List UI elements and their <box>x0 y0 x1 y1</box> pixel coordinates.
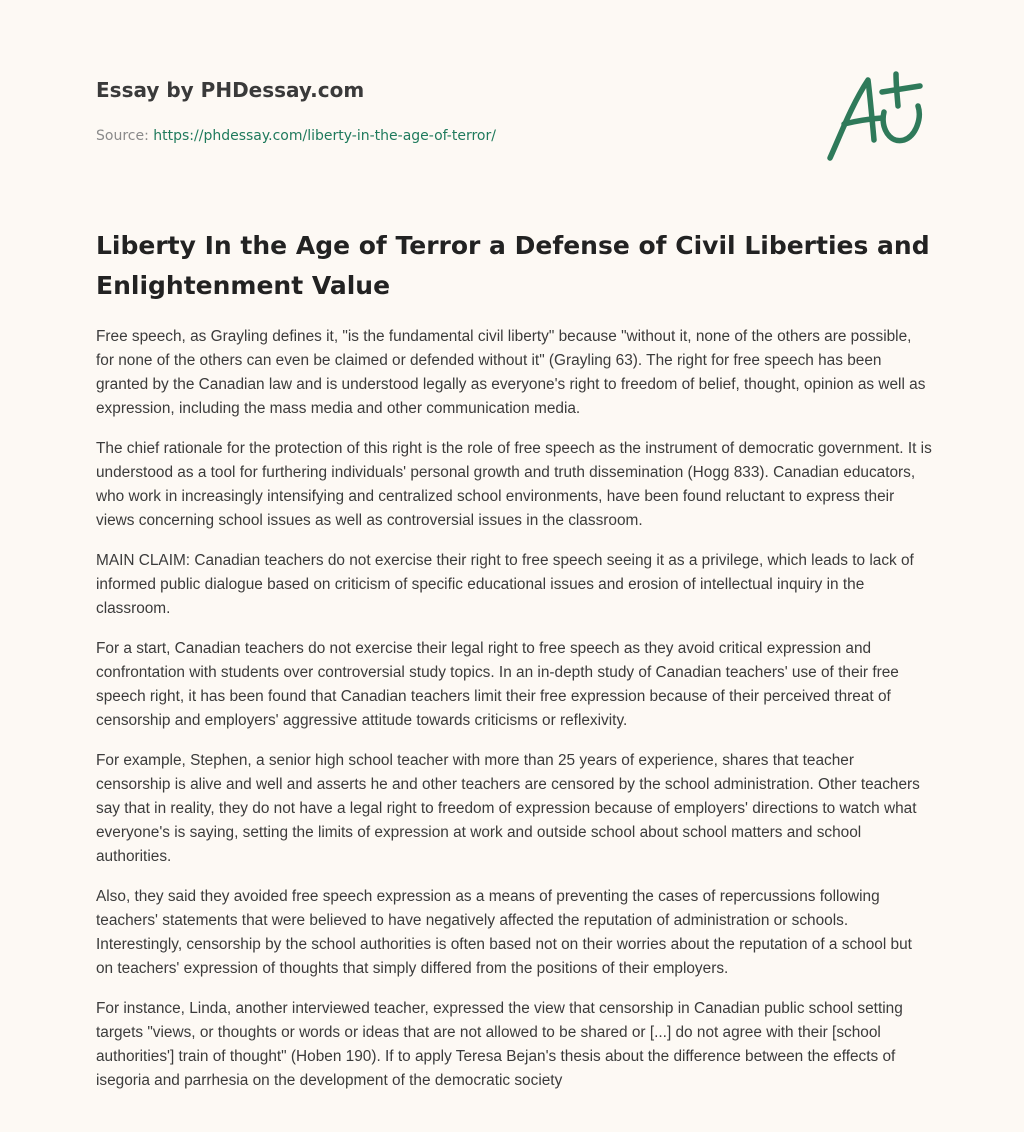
paragraph: For example, Stephen, a senior high school teacher with more than 25 years of experience, shares that teacher censorship is alive and well and asserts he and other teachers are censored by the school administration. Other teachers say that in reality, they do not have a legal right to freedom of expression because of employers' directions to watch what everyone's is saying, setting the limits of expression at work and outside school about school matters and school authorities. <box>96 752 920 865</box>
paragraph: For a start, Canadian teachers do not exercise their legal right to free speech as they avoid critical expression and confrontation with students over controversial study topics. In an in-depth study of Canadian teachers' use of their free speech right, it has been found that Canadian teachers limit their free expression because of their perceived threat of censorship and employers' aggressive attitude towards criticisms or reflexivity. <box>96 640 899 729</box>
brand-title: Essay by PHDessay.com <box>96 78 365 102</box>
paragraph: Free speech, as Grayling defines it, "is the fundamental civil liberty" because "without it, none of the others are possible, for none of the others can even be claimed or defended without it" (Grayling 63). The right for free speech has been granted by the Canadian law and is understood legally as everyone's right to freedom of belief, thought, opinion as well as expression, including the mass media and other communication media. <box>96 328 926 417</box>
source-label: Source: <box>96 128 149 144</box>
paragraph: The chief rationale for the protection of this right is the role of free speech as the instrument of democratic government. It is understood as a tool for furthering individuals' personal growth and truth dissemination (Hogg 833). Canadian educators, who work in increasingly intensifying and centralized school environments, have been found reluctant to express their views concerning school issues as well as controversial issues in the classroom. <box>96 440 932 529</box>
page-header <box>96 76 496 146</box>
essay-title: Liberty In the Age of Terror a Defense of Civil Liberties and Enlightenment Value <box>96 231 930 300</box>
source-line <box>96 126 496 146</box>
a-plus-logo-icon <box>822 66 928 166</box>
paragraph: For instance, Linda, another interviewed teacher, expressed the view that censorship in Canadian public school setting targets "views, or thoughts or words or ideas that are not allowed to be shared or [...] do not agree with their [school authorities'] train of thought" (Hoben 190). If to apply Teresa Bejan's thesis about the difference between the effects of isegoria and parrhesia on the development of the democratic society <box>96 1000 903 1089</box>
paragraph: Also, they said they avoided free speech expression as a means of preventing the cases of repercussions following teachers' statements that were believed to have negatively affected the reputation of administration or schools. Interestingly, censorship by the school authorities is often based not on their worries about the reputation of a school but on teachers' expression of thoughts that simply differed from the positions of their employers. <box>96 888 912 977</box>
source-link[interactable]: https://phdessay.com/liberty-in-the-age-of-terror/ <box>153 128 496 144</box>
paragraph: MAIN CLAIM: Canadian teachers do not exercise their right to free speech seeing it as a privilege, which leads to lack of informed public dialogue based on criticism of specific educational issues and erosion of intellectual inquiry in the classroom. <box>96 552 914 617</box>
essay-body <box>96 325 932 1109</box>
